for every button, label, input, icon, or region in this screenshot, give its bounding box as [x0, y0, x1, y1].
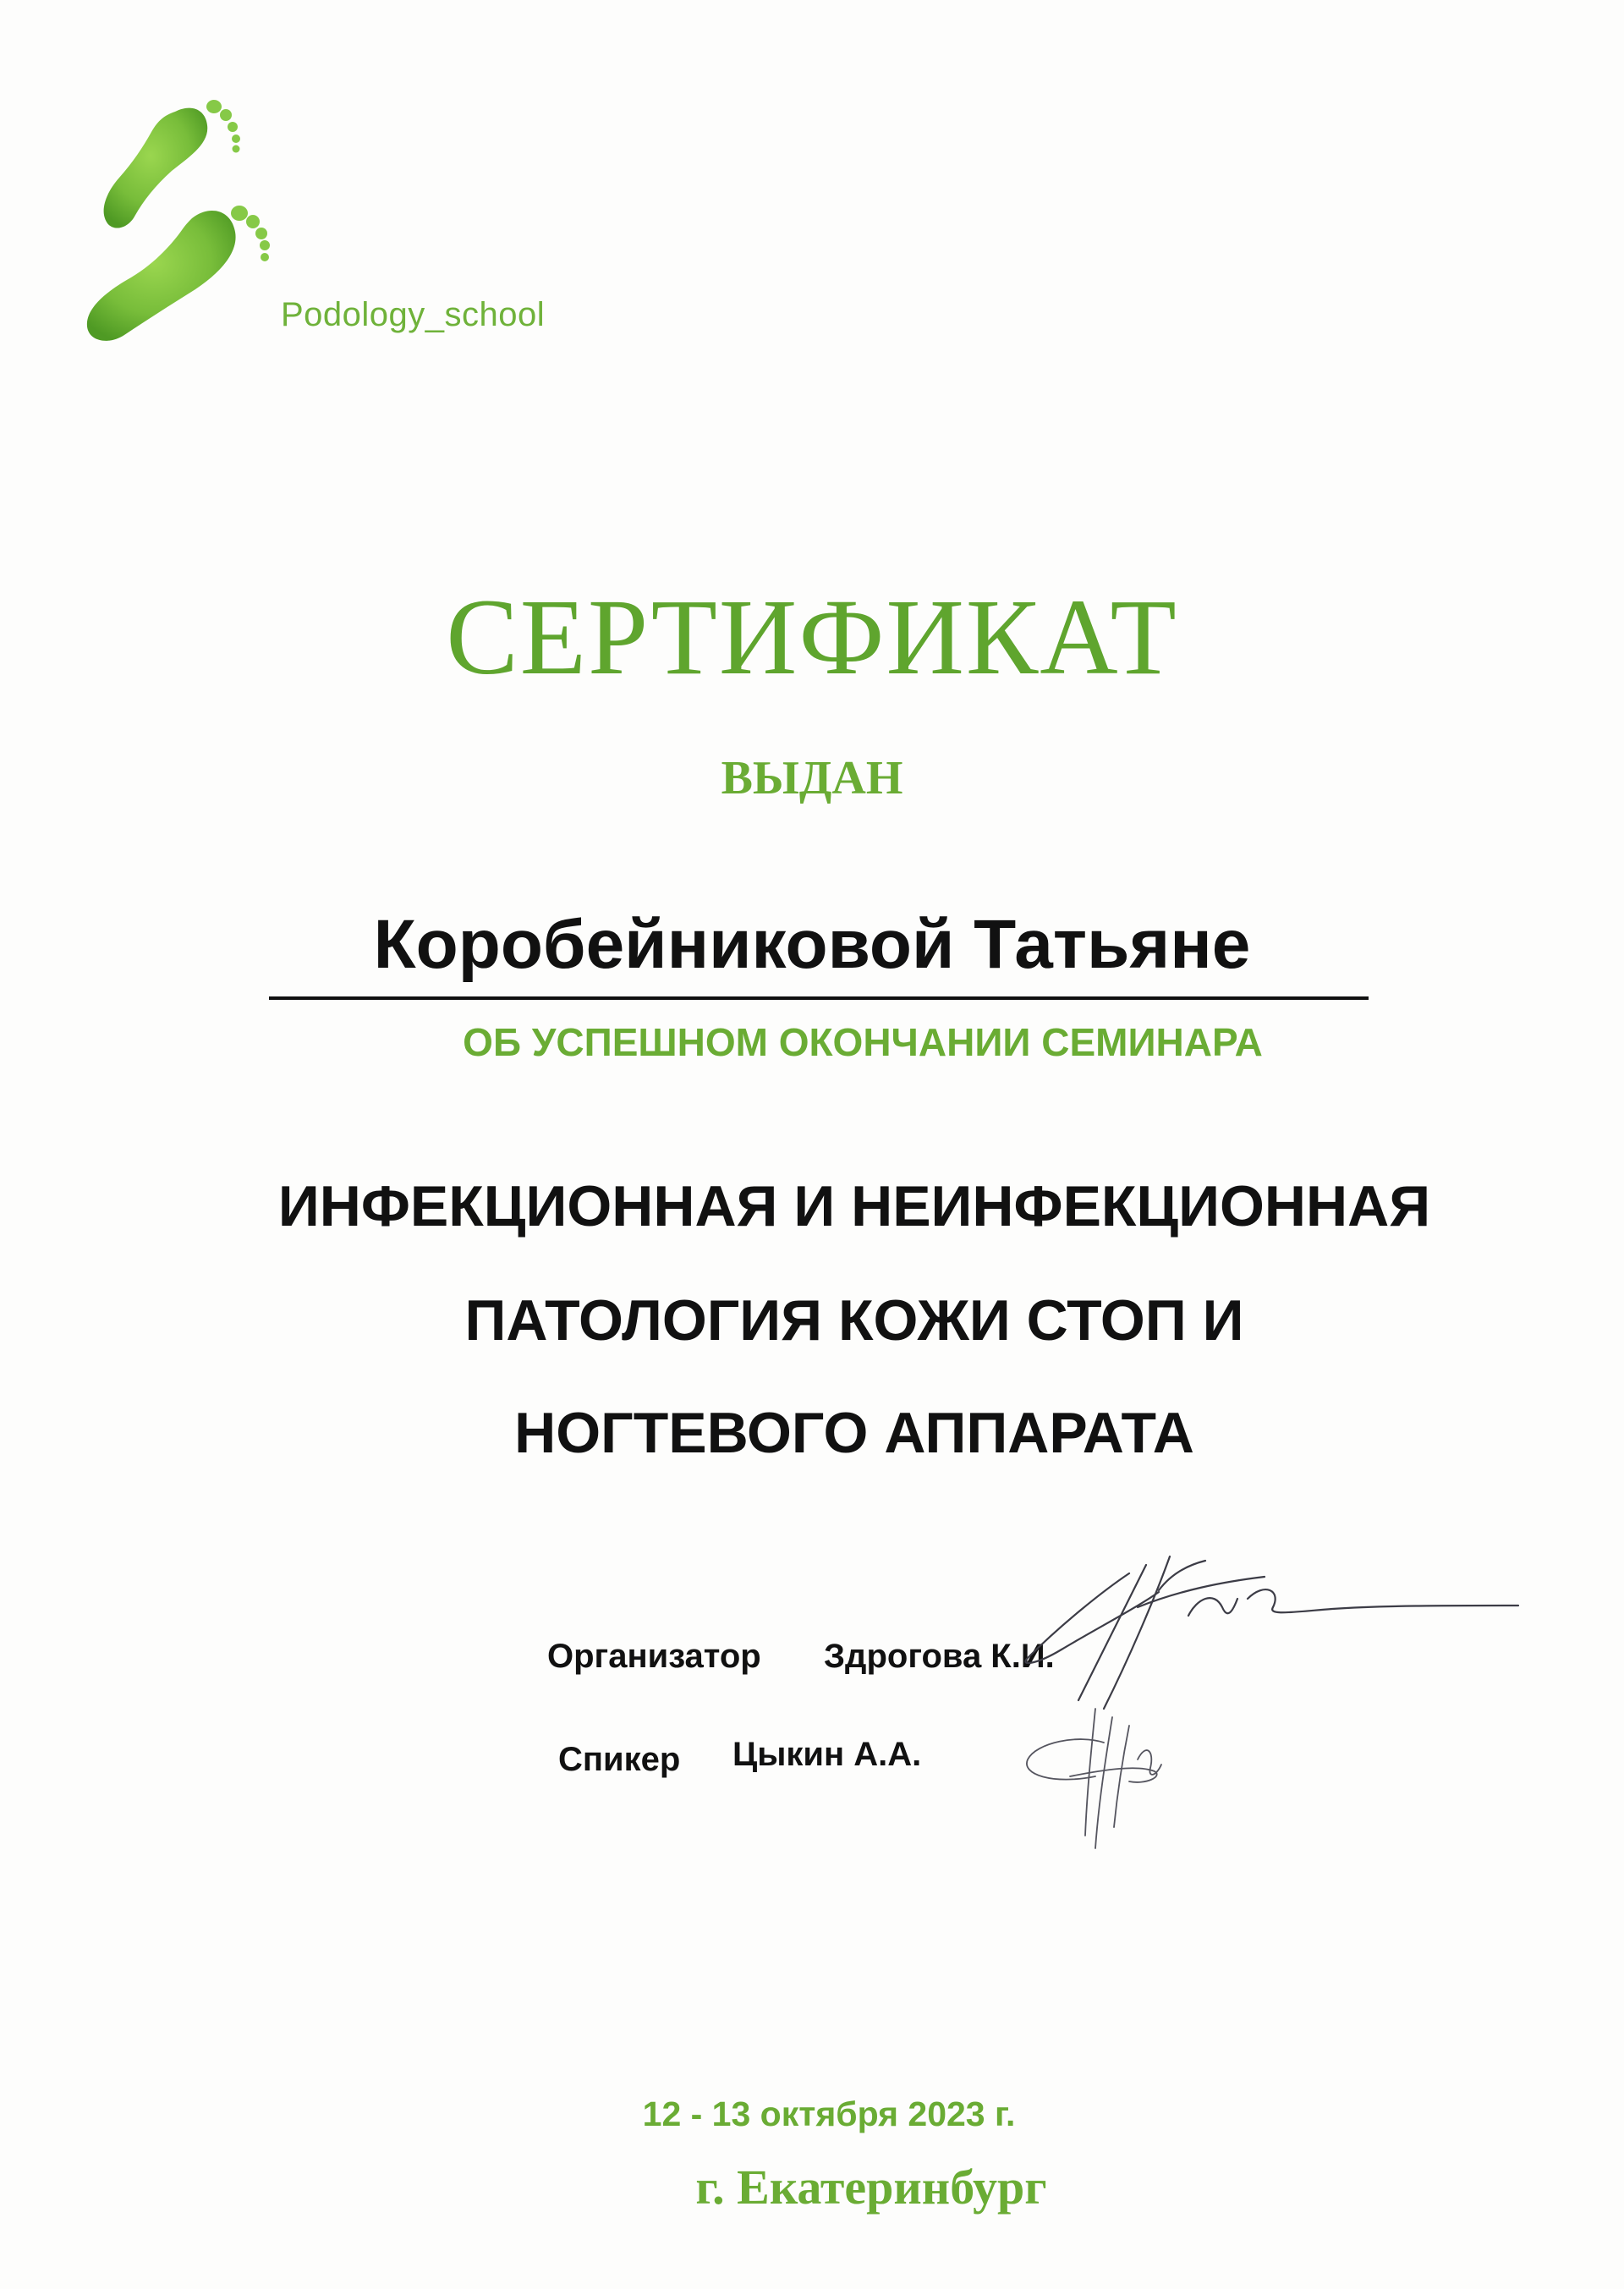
recipient-name: Коробейниковой Татьяне [373, 906, 1251, 983]
footprints-icon [80, 93, 554, 381]
organizer-signature [1025, 1556, 1518, 1709]
organizer-name: Здрогова К.И. [824, 1638, 1055, 1675]
speaker-label: Спикер [558, 1741, 681, 1778]
certificate-title: СЕРТИФИКАТ [446, 577, 1178, 697]
podology-school-logo [80, 93, 554, 381]
issued-label: ВЫДАН [721, 752, 903, 804]
signatures [1011, 1531, 1569, 1861]
course-title-line-2: ПАТОЛОГИЯ КОЖИ СТОП И [464, 1288, 1244, 1353]
course-title-line-3: НОГТЕВОГО АППАРАТА [514, 1401, 1194, 1465]
organizer-label: Организатор [547, 1638, 761, 1675]
event-city: г. Екатеринбург [695, 2160, 1047, 2215]
completion-subtitle: ОБ УСПЕШНОМ ОКОНЧАНИИ СЕМИНАРА [463, 1020, 1263, 1064]
upper-footprint [104, 100, 240, 228]
course-title-line-1: ИНФЕКЦИОННАЯ И НЕИНФЕКЦИОННАЯ [277, 1174, 1431, 1238]
logo-text: Podology_school [281, 296, 546, 333]
speaker-signature [1027, 1709, 1161, 1848]
event-date: 12 - 13 октября 2023 г. [642, 2094, 1016, 2133]
speaker-name: Цыкин А.А. [732, 1736, 922, 1773]
recipient-underline [269, 996, 1369, 1000]
